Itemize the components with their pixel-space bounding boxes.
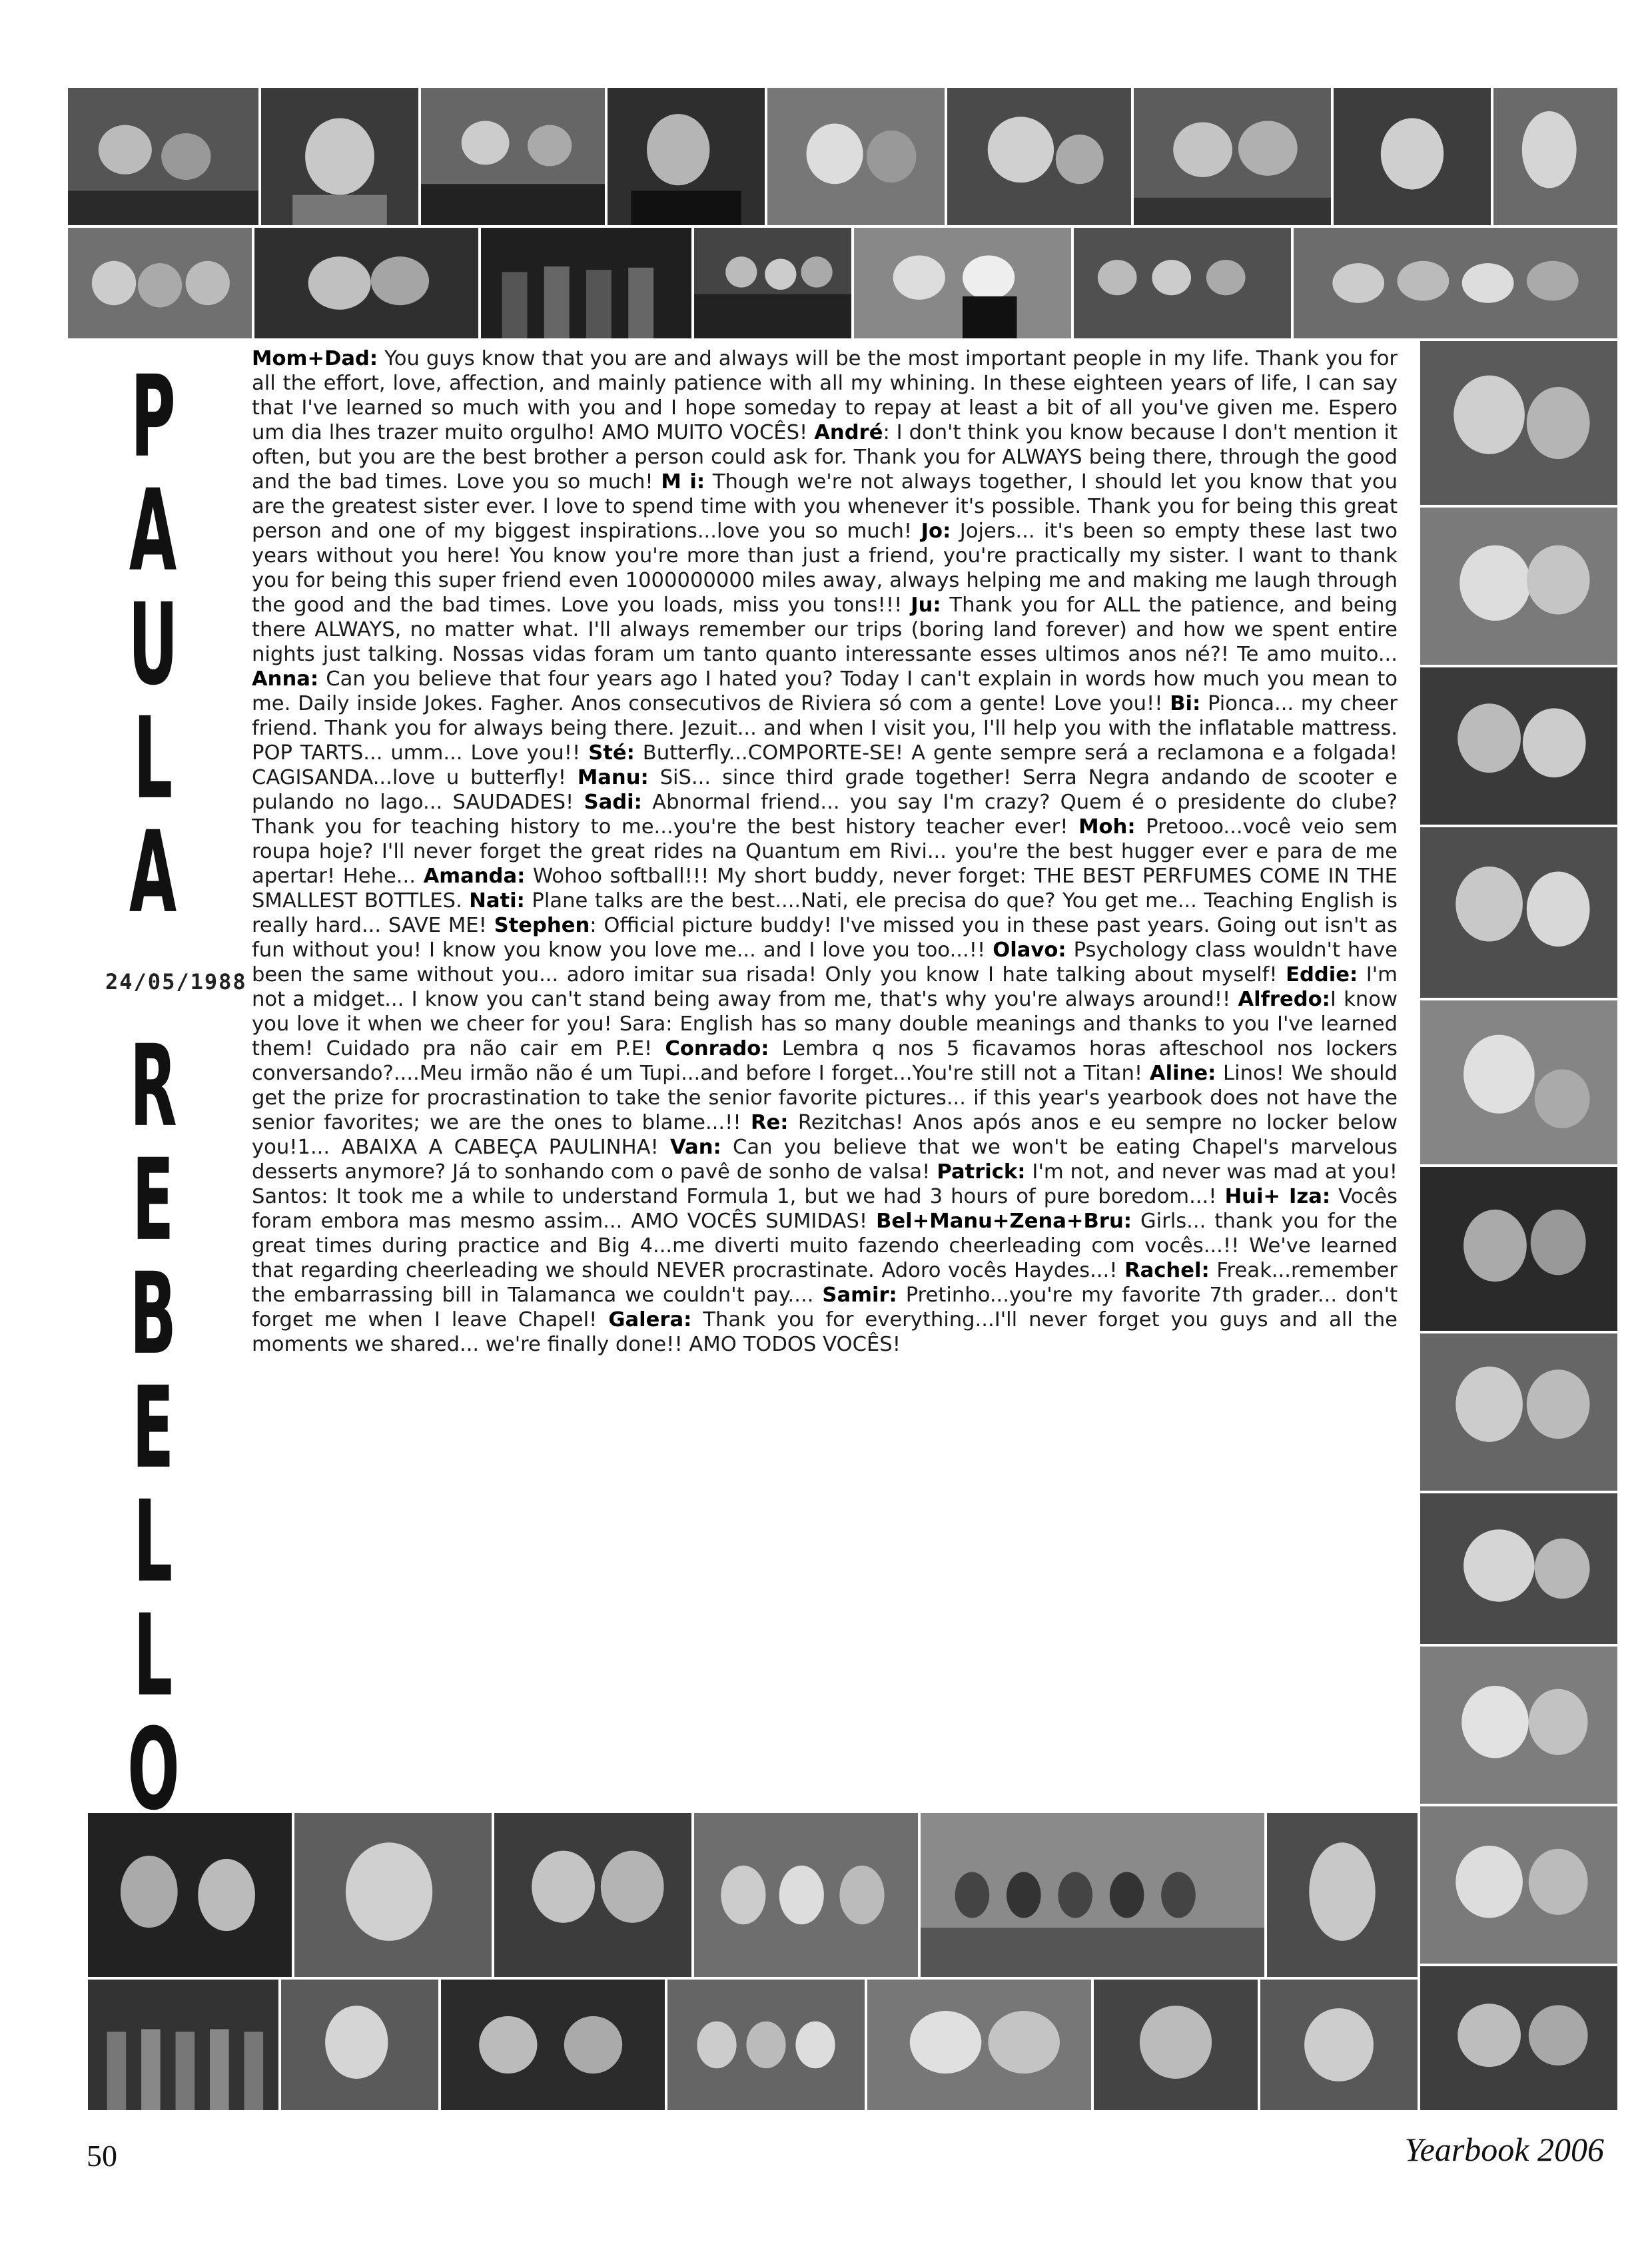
message-text: Pionca... my cheer friend. Thank you for always being there. Jezuit... and when I visit you, I'll help you with the inflatable mattress. POP TARTS... umm... Love you!!: [252, 692, 1398, 765]
photo-top-2: [260, 87, 420, 226]
recipient-name: Amanda:: [423, 865, 526, 888]
page-number: 50: [87, 2139, 117, 2173]
name-letter: L: [133, 1591, 173, 1722]
message-text: Rezitchas! Anos após anos e eu sempre no locker below you!1... ABAIXA A CABEÇA PAULINHA!: [252, 1111, 1398, 1159]
photo-bottom-15: [1419, 1965, 1619, 2111]
photo-top-3: [420, 87, 606, 226]
photo-top-16: [1292, 226, 1619, 340]
message-text: Plane talks are the best....Nati, ele precisa do que? You get me... Teaching English is really hard... SAVE ME!: [252, 889, 1398, 937]
photo-bottom-13: [1092, 1978, 1259, 2111]
message-text: Freak...remember the embarrassing bill in Talamanca we couldn't pay....: [252, 1259, 1398, 1307]
photo-top-1: [67, 87, 260, 226]
message-text: You guys know that you are and always will be the most important people in my life. Thank you for all the effort, love, affection, and mainly patience with all my whining. In these eighteen years of life, I can say that I've learned so much with you and I hope someday to repay at least a bit of all you've given me. Espero um dia lhes trazer muito orgulho! AMO MUITO VOCÊS!: [252, 347, 1398, 444]
photo-right-5: [1419, 999, 1619, 1166]
recipient-name: Bel+Manu+Zena+Bru:: [876, 1210, 1132, 1233]
message-text: : Official picture buddy! I've missed you in these past years. Going out isn't as fun without you! I know you know you love me... and I love you too...!!: [252, 914, 1398, 962]
name-letter: E: [132, 1135, 175, 1266]
photo-top-11: [253, 226, 480, 340]
message-text: SiS... since third grade together! Serra Negra andando de scooter e pulando no lago... SAUDADES!: [252, 766, 1398, 814]
recipient-name: M i:: [661, 470, 705, 494]
photo-bottom-7: [1419, 1805, 1619, 1965]
name-letter: R: [129, 1021, 177, 1152]
message-text: I'm not a midget... I know you can't stand being away from me, that's why you're always around!!: [252, 963, 1398, 1011]
name-letter: L: [133, 693, 173, 825]
birth-date: 24/05/1988: [105, 969, 247, 994]
photo-bottom-12: [866, 1978, 1092, 2111]
name-letter: L: [133, 1477, 173, 1608]
recipient-name: Rachel:: [1124, 1259, 1210, 1282]
name-letter: A: [129, 466, 177, 597]
photo-right-3: [1419, 666, 1619, 826]
name-letter: B: [129, 1249, 177, 1380]
photo-right-8: [1419, 1492, 1619, 1645]
publication-title: Yearbook 2006: [1404, 2131, 1604, 2168]
message-text: Pretooo...você veio sem roupa hoje? I'll never forget the great rides na Quantum em Rivi... you're the best hugger ever e para de me apertar! Hehe...: [252, 815, 1398, 888]
photo-right-9: [1419, 1645, 1619, 1805]
recipient-name: Nati:: [469, 889, 525, 913]
recipient-name: Aline:: [1149, 1062, 1216, 1085]
photo-right-1: [1419, 340, 1619, 506]
photo-right-7: [1419, 1332, 1619, 1492]
name-letter: E: [132, 1363, 175, 1494]
photo-top-9: [1492, 87, 1619, 226]
recipient-name: Van:: [670, 1136, 721, 1159]
message-text: Jojers... it's been so empty these last two years without you here! You know you're more than just a friend, you're practically my sister. I want to thank you for being this super friend even 1000000000 miles away, always helping me and making me laugh through the good and the bad times. Love you loads, miss you tons!!!: [252, 520, 1398, 617]
photo-right-2: [1419, 506, 1619, 666]
message-text: Thank you for everything...I'll never forget you guys and all the moments we shared... we're finally done!! AMO TODOS VOCÊS!: [252, 1308, 1398, 1356]
recipient-name: Bi:: [1170, 692, 1201, 715]
recipient-name: Eddie:: [1286, 963, 1358, 986]
message-text: Abnormal friend... you say I'm crazy? Quem é o presidente do clube? Thank you for teaching history to me...you're the best history teacher ever!: [252, 791, 1398, 839]
message-text: : I don't think you know because I don't mention it often, but you are the best brother a person could ask for. Thank you for ALWAYS being there, through the good and the bad times. Love you so much!: [252, 421, 1398, 494]
photo-top-15: [1072, 226, 1292, 340]
photo-bottom-6: [1266, 1812, 1419, 1978]
photo-right-4: [1419, 826, 1619, 999]
name-letter: U: [128, 579, 179, 711]
recipient-name: Manu:: [577, 766, 649, 789]
photo-bottom-10: [440, 1978, 666, 2111]
name-letter: P: [131, 352, 176, 483]
recipient-name: Patrick:: [937, 1160, 1026, 1184]
photo-bottom-8: [87, 1978, 280, 2111]
name-letter: O: [127, 1704, 180, 1836]
photo-top-5: [766, 87, 946, 226]
recipient-name: Mom+Dad:: [252, 347, 378, 370]
senior-message: [252, 346, 1398, 1812]
photo-right-6: [1419, 1166, 1619, 1332]
photo-bottom-11: [666, 1978, 866, 2111]
recipient-name: Samir:: [822, 1284, 897, 1307]
photo-bottom-9: [280, 1978, 440, 2111]
message-text: Butterfly...COMPORTE-SE! A gente sempre será a reclamona e a folgada! CAGISANDA...love u butterfly!: [252, 741, 1398, 789]
recipient-name: Alfredo:: [1238, 988, 1330, 1011]
recipient-name: Re:: [750, 1111, 789, 1134]
message-text: Pretinho...you're my favorite 7th grader... don't forget me when I leave Chapel!: [252, 1284, 1398, 1331]
photo-top-14: [853, 226, 1072, 340]
recipient-name: Conrado:: [665, 1037, 769, 1060]
recipient-name: Olavo:: [993, 938, 1066, 962]
vertical-name: [80, 352, 226, 1846]
name-letter: A: [129, 807, 177, 938]
photo-top-4: [606, 87, 766, 226]
message-text: Psychology class wouldn't have been the same without you... adoro imitar sua risada! Only you know I hate talking about myself!: [252, 938, 1398, 986]
message-text: I know you love it when we cheer for you! Sara: English has so many double meanings and thanks to you I've learned them! Cuidado pra não cair em P.E!: [252, 988, 1398, 1060]
photo-top-8: [1332, 87, 1492, 226]
photo-bottom-4: [693, 1812, 919, 1978]
message-text: Can you believe that we won't be eating Chapel's marvelous desserts anymore? Já to sonhando com o pavê de sonho de valsa!: [252, 1136, 1398, 1184]
photo-top-12: [480, 226, 693, 340]
recipient-name: Sadi:: [584, 791, 642, 814]
recipient-name: Anna:: [252, 667, 319, 691]
message-text: Lembra q nos 5 ficavamos horas afteschool nos lockers conversando?....Meu irmão não é um Tupi...and before I forget...You're still not a Titan!: [252, 1037, 1398, 1085]
recipient-name: Moh:: [1078, 815, 1136, 839]
photo-top-10: [67, 226, 253, 340]
photo-top-13: [693, 226, 853, 340]
message-text: Though we're not always together, I should let you know that you are the greatest sister ever. I love to spend time with you whenever it's possible. Thank you for being this great person and one of my biggest inspirations...love you so much!: [252, 470, 1398, 543]
photo-top-6: [946, 87, 1132, 226]
recipient-name: Ju:: [911, 593, 941, 617]
photo-bottom-14: [1259, 1978, 1419, 2111]
recipient-name: Hui+ Iza:: [1224, 1185, 1331, 1208]
message-text: Vocês foram embora mas mesmo assim... AMO VOCÊS SUMIDAS!: [252, 1185, 1398, 1233]
photo-bottom-3: [493, 1812, 693, 1978]
message-text: Girls... thank you for the great times during practice and Big 4...me diverti muito fazendo cheerleading com vocês...!! We've learned that regarding cheerleading we should NEVER procrastinate. Adoro vocês Haydes...!: [252, 1210, 1398, 1282]
recipient-name: Stephen: [494, 914, 590, 937]
recipient-name: Sté:: [588, 741, 635, 765]
photo-bottom-5: [919, 1812, 1266, 1978]
message-text: Thank you for ALL the patience, and being there ALWAYS, no matter what. I'll always remember our trips (boring land forever) and how we spent entire nights just talking. Nossas vidas foram um tanto quanto interessante esses ultimos anos né?! Te amo muito...: [252, 593, 1398, 666]
message-text: I'm not, and never was mad at you! Santos: It took me a while to understand Formula 1, but we had 3 hours of pure boredom...!: [252, 1160, 1398, 1208]
message-text: Wohoo softball!!! My short buddy, never forget: THE BEST PERFUMES COME IN THE SMALLEST BOTTLES.: [252, 865, 1398, 913]
message-text: Can you believe that four years ago I hated you? Today I can't explain in words how much you mean to me. Daily inside Jokes. Fagher. Anos consecutivos de Riviera só com a gente! Love you!!: [252, 667, 1398, 715]
photo-bottom-2: [293, 1812, 493, 1978]
recipient-name: Jo:: [921, 520, 951, 543]
recipient-name: Galera:: [608, 1308, 692, 1331]
recipient-name: André: [814, 421, 883, 444]
message-text: Linos! We should get the prize for procrastination to take the senior favorite pictures... if this year's yearbook does not have the senior favorites; we are the ones to blame...!!: [252, 1062, 1398, 1134]
photo-top-7: [1132, 87, 1332, 226]
